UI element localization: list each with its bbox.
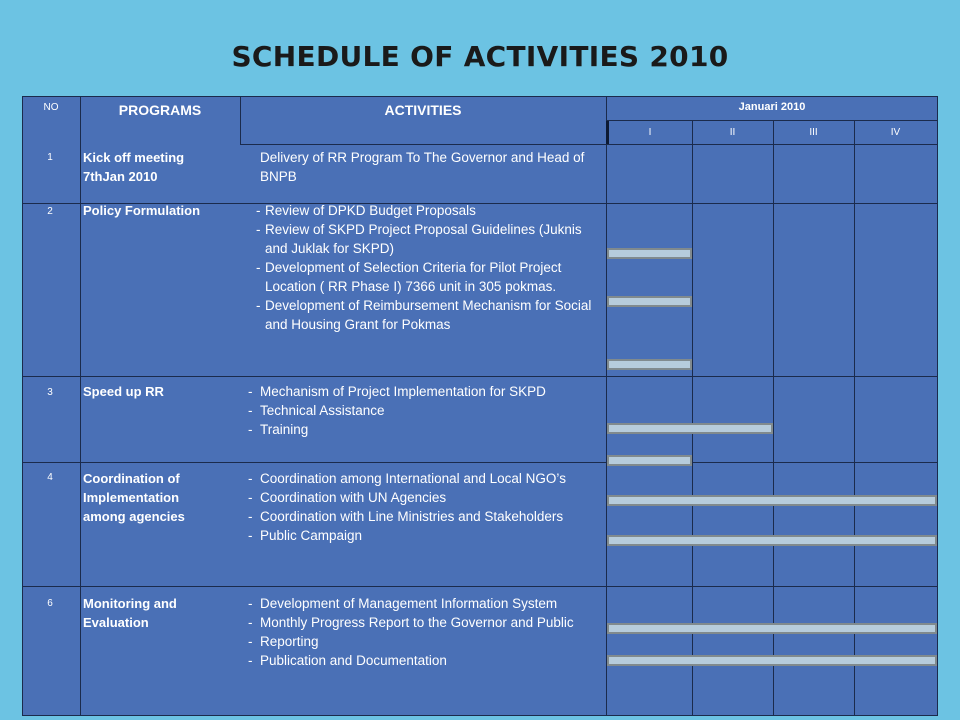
program-name: Kick off meeting 7thJan 2010: [83, 150, 185, 184]
grid-line: [606, 120, 938, 121]
grid-line: [22, 715, 938, 716]
schedule-bar: [607, 359, 692, 370]
activity-item: - Coordination among International and Local NGO’s: [248, 469, 598, 488]
activity-list: [248, 382, 598, 439]
schedule-bar: [607, 296, 692, 307]
schedule-bar: [607, 495, 937, 506]
schedule-bar: [607, 535, 937, 546]
header-activities: ACTIVITIES: [384, 102, 462, 118]
activity-item: - Development of Reimbursement Mechanism for Social and Housing Grant for Pokmas: [256, 296, 602, 334]
row-number: 3: [47, 387, 53, 398]
header-week-4: IV: [890, 127, 901, 138]
program-name: Speed up RR: [83, 384, 164, 399]
activity-item: - Monthly Progress Report to the Governor and Public: [248, 613, 598, 632]
activity-list: [256, 201, 602, 334]
grid-line: [240, 144, 938, 145]
grid-line: [22, 586, 938, 587]
schedule-bar: [607, 623, 937, 634]
header-month: Januari 2010: [738, 101, 806, 113]
activity-item: - Review of DPKD Budget Proposals: [256, 201, 602, 220]
activity-item: - Coordination with Line Ministries and Stakeholders: [248, 507, 598, 526]
grid-line: [22, 96, 23, 716]
program-name: Policy Formulation: [83, 203, 201, 218]
activity-list: [248, 594, 598, 670]
header-week-3: III: [809, 127, 818, 138]
activity-item: - Publication and Documentation: [248, 651, 598, 670]
header-programs: PROGRAMS: [118, 102, 202, 118]
activity-item: - Training: [248, 420, 598, 439]
header-no: NO: [43, 102, 59, 113]
activity-item: - Public Campaign: [248, 526, 598, 545]
schedule-bar: [607, 248, 692, 259]
grid-line: [937, 96, 938, 716]
activity-item: - Technical Assistance: [248, 401, 598, 420]
schedule-table: [22, 96, 938, 716]
activity-item: - Reporting: [248, 632, 598, 651]
schedule-bar: [607, 423, 773, 434]
page-title: SCHEDULE OF ACTIVITIES 2010: [231, 40, 729, 73]
grid-line: [22, 462, 938, 463]
program-name: Monitoring and Evaluation: [83, 596, 177, 630]
header-week-1: I: [648, 127, 652, 138]
row-number: 6: [47, 598, 53, 609]
activity-item: - Mechanism of Project Implementation for SKPD: [248, 382, 598, 401]
activity-item: - Development of Selection Criteria for Pilot Project Location ( RR Phase I) 7366 unit in 305 pokmas.: [256, 258, 602, 296]
schedule-bar: [607, 455, 692, 466]
activity-text: Delivery of RR Program To The Governor and Head of BNPB: [260, 150, 585, 184]
header-week-2: II: [729, 127, 736, 138]
row-number: 1: [47, 152, 53, 163]
row-number: 2: [47, 206, 53, 217]
activity-item: - Coordination with UN Agencies: [248, 488, 598, 507]
row-number: 4: [47, 472, 53, 483]
grid-line: [80, 96, 81, 716]
activity-list: [248, 469, 598, 545]
schedule-bar: [607, 655, 937, 666]
program-name: Coordination of Implementation among agencies: [83, 471, 185, 524]
grid-line: [22, 376, 938, 377]
activity-item: - Development of Management Information System: [248, 594, 598, 613]
grid-line: [22, 96, 938, 97]
activity-item: - Review of SKPD Project Proposal Guidelines (Juknis and Juklak for SKPD): [256, 220, 602, 258]
